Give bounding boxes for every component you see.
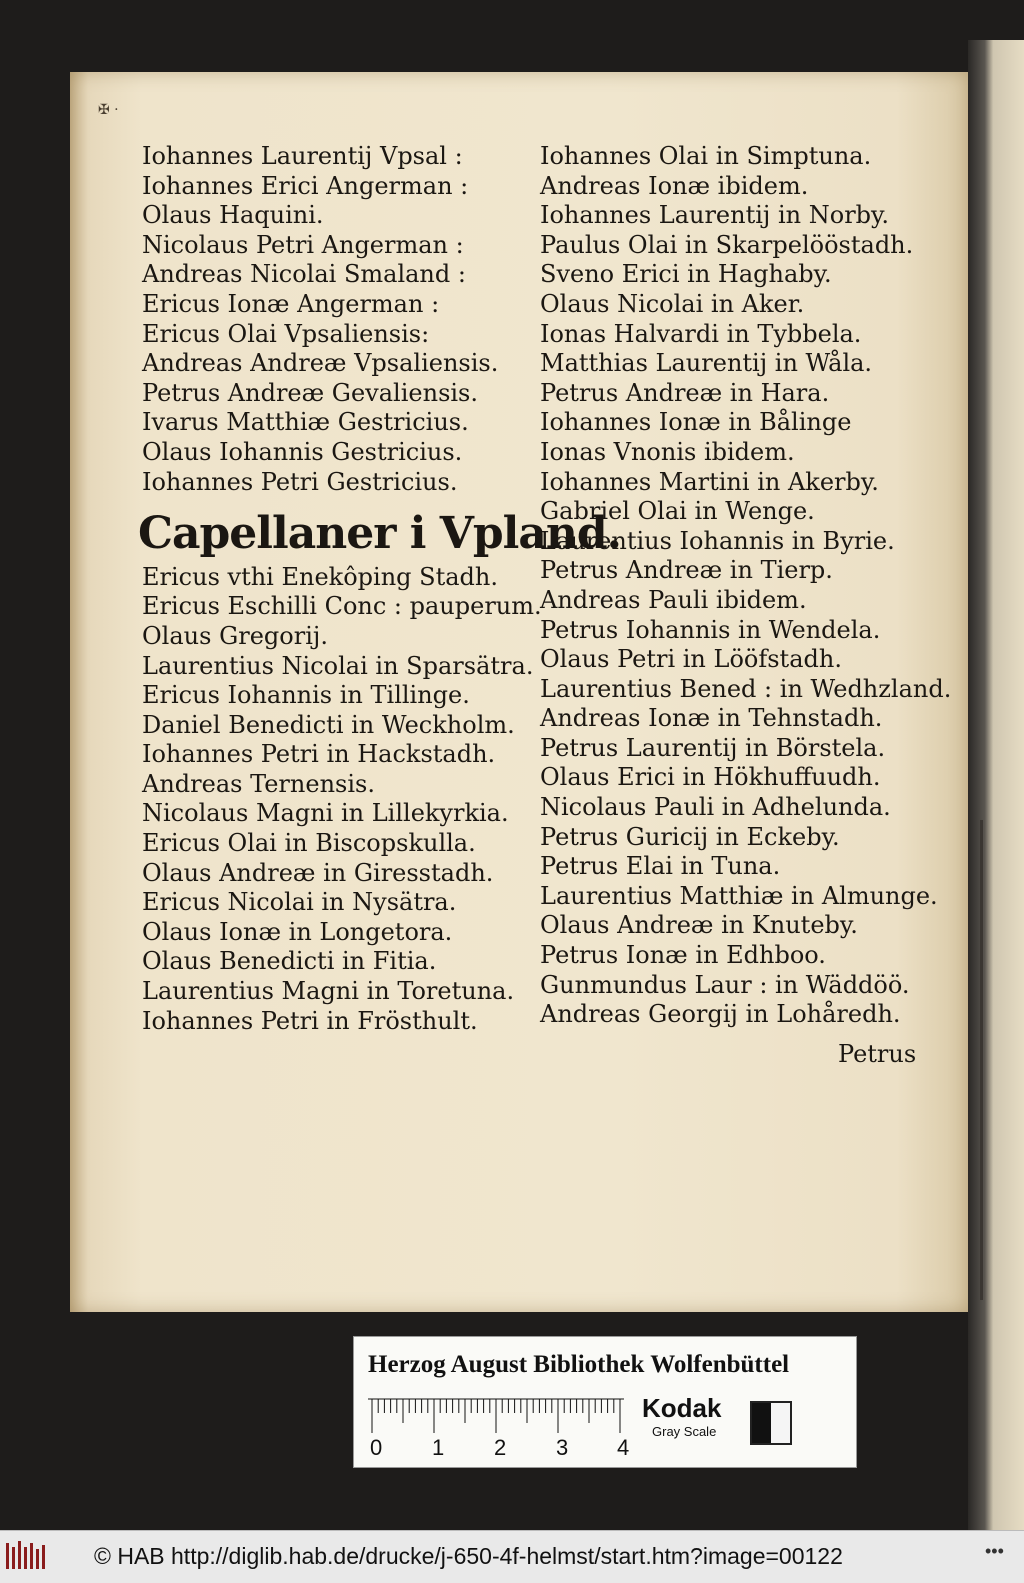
name-entry: Laurentius Matthiæ in Almunge. — [540, 881, 938, 910]
name-entry: Olaus Andreæ in Knuteby. — [540, 911, 858, 940]
footer-bar — [0, 1530, 1024, 1583]
book-page — [70, 72, 968, 1312]
name-entry: Iohannes Martini in Akerby. — [540, 467, 879, 496]
name-entry: Ericus Nicolai in Nysätra. — [142, 888, 457, 917]
footer-url[interactable]: © HAB http://diglib.hab.de/drucke/j-650-4f-helmst/start.htm?image=00122 — [94, 1543, 843, 1569]
ruler-scale-numbers — [362, 1435, 632, 1463]
scale-number: 0 — [370, 1435, 383, 1460]
name-entry: Gunmundus Laur : in Wäddöö. — [540, 970, 910, 999]
gray-scale-patch — [750, 1401, 792, 1445]
catchword: Petrus — [838, 1040, 917, 1068]
name-entry: Ericus Iohannis in Tillinge. — [142, 681, 470, 710]
scale-number: 4 — [617, 1435, 630, 1460]
name-entry: Iohannes Ionæ in Bålinge — [540, 408, 852, 437]
name-entry: Andreas Andreæ Vpsaliensis. — [142, 349, 499, 378]
name-entry: Iohannes Laurentij in Norby. — [540, 201, 890, 230]
name-entry: Iohannes Petri Gestricius. — [142, 467, 458, 496]
page-mark: ✠ · — [98, 102, 119, 118]
name-entry: Gabriel Olai in Wenge. — [540, 497, 815, 526]
name-entry: Laurentius Magni in Toretuna. — [142, 977, 515, 1006]
kodak-brand: Kodak — [642, 1393, 722, 1423]
name-entry: Ivarus Matthiæ Gestricius. — [142, 408, 469, 437]
name-entry: Nicolaus Petri Angerman : — [142, 230, 464, 259]
name-entry: Petrus Ionæ in Edhboo. — [540, 941, 826, 970]
name-entry: Daniel Benedicti in Weckholm. — [142, 710, 515, 739]
name-entry: Andreas Ionæ ibidem. — [540, 171, 809, 200]
name-entry: Ericus Olai Vpsaliensis: — [142, 319, 430, 348]
name-entry: Paulus Olai in Skarpelööstadh. — [540, 230, 914, 259]
name-entry: Ericus vthi Enekôping Stadh. — [142, 562, 498, 591]
kodak-subtitle: Gray Scale — [652, 1424, 717, 1439]
name-entry: Petrus Elai in Tuna. — [540, 852, 781, 881]
name-entry: Petrus Laurentij in Börstela. — [540, 733, 886, 762]
name-entry: Andreas Ionæ in Tehnstadh. — [540, 704, 883, 733]
measuring-ruler — [368, 1397, 624, 1435]
hab-logo-icon — [6, 1541, 46, 1571]
name-entry: Olaus Andreæ in Giresstadh. — [142, 858, 494, 887]
name-entry: Iohannes Erici Angerman : — [142, 171, 469, 200]
name-entry: Andreas Pauli ibidem. — [540, 585, 807, 614]
name-entry: Iohannes Petri in Frösthult. — [142, 1006, 478, 1035]
left-name-list-top — [142, 142, 542, 497]
name-entry: Petrus Andreæ Gevaliensis. — [142, 378, 478, 407]
name-entry: Petrus Andreæ in Hara. — [540, 378, 830, 407]
left-name-list-bottom — [142, 563, 542, 1037]
name-entry: Olaus Haquini. — [142, 201, 324, 230]
name-entry: Nicolaus Magni in Lillekyrkia. — [142, 799, 509, 828]
right-column — [540, 142, 960, 1030]
more-menu-icon[interactable]: ••• — [985, 1541, 1004, 1561]
section-heading: Capellaner i Vpland. — [138, 508, 621, 560]
name-entry: Ionas Vnonis ibidem. — [540, 437, 795, 466]
kodak-label — [642, 1393, 721, 1439]
name-entry: Olaus Iohannis Gestricius. — [142, 437, 463, 466]
name-entry: Andreas Georgij in Lohåredh. — [540, 1000, 901, 1029]
name-entry: Ericus Eschilli Conc : pauperum. — [142, 592, 542, 621]
name-entry: Iohannes Olai in Simptuna. — [540, 142, 872, 170]
name-entry: Matthias Laurentij in Wåla. — [540, 349, 873, 378]
name-entry: Olaus Nicolai in Aker. — [540, 289, 805, 318]
name-entry: Olaus Ionæ in Longetora. — [142, 917, 453, 946]
adjacent-book-edge — [968, 40, 1024, 1540]
scale-number: 1 — [432, 1435, 445, 1460]
name-entry: Olaus Erici in Hökhuffuudh. — [540, 763, 881, 792]
name-entry: Laurentius Iohannis in Byrie. — [540, 526, 895, 555]
name-entry: Laurentius Nicolai in Sparsätra. — [142, 651, 534, 680]
scale-number: 2 — [494, 1435, 507, 1460]
name-entry: Iohannes Petri in Hackstadh. — [142, 740, 496, 769]
name-entry: Nicolaus Pauli in Adhelunda. — [540, 793, 891, 822]
name-entry: Olaus Petri in Lööfstadh. — [540, 645, 842, 674]
left-column — [138, 142, 621, 1036]
scale-number: 3 — [556, 1435, 569, 1460]
name-entry: Andreas Ternensis. — [142, 769, 375, 798]
name-entry: Andreas Nicolai Smaland : — [142, 260, 466, 289]
name-entry: Petrus Guricij in Eckeby. — [540, 822, 840, 851]
right-name-list — [540, 142, 960, 1030]
library-name: Herzog August Bibliothek Wolfenbüttel — [368, 1351, 790, 1378]
name-entry: Ericus Olai in Biscopskulla. — [142, 829, 476, 858]
name-entry: Olaus Benedicti in Fitia. — [142, 947, 437, 976]
name-entry: Olaus Gregorij. — [142, 621, 328, 650]
name-entry: Petrus Iohannis in Wendela. — [540, 615, 881, 644]
color-calibration-card — [353, 1336, 857, 1468]
name-entry: Ionas Halvardi in Tybbela. — [540, 319, 862, 348]
name-entry: Laurentius Bened : in Wedhzland. — [540, 674, 952, 703]
name-entry: Iohannes Laurentij Vpsal : — [142, 142, 463, 170]
name-entry: Sveno Erici in Haghaby. — [540, 260, 832, 289]
name-entry: Petrus Andreæ in Tierp. — [540, 556, 833, 585]
name-entry: Ericus Ionæ Angerman : — [142, 289, 440, 318]
